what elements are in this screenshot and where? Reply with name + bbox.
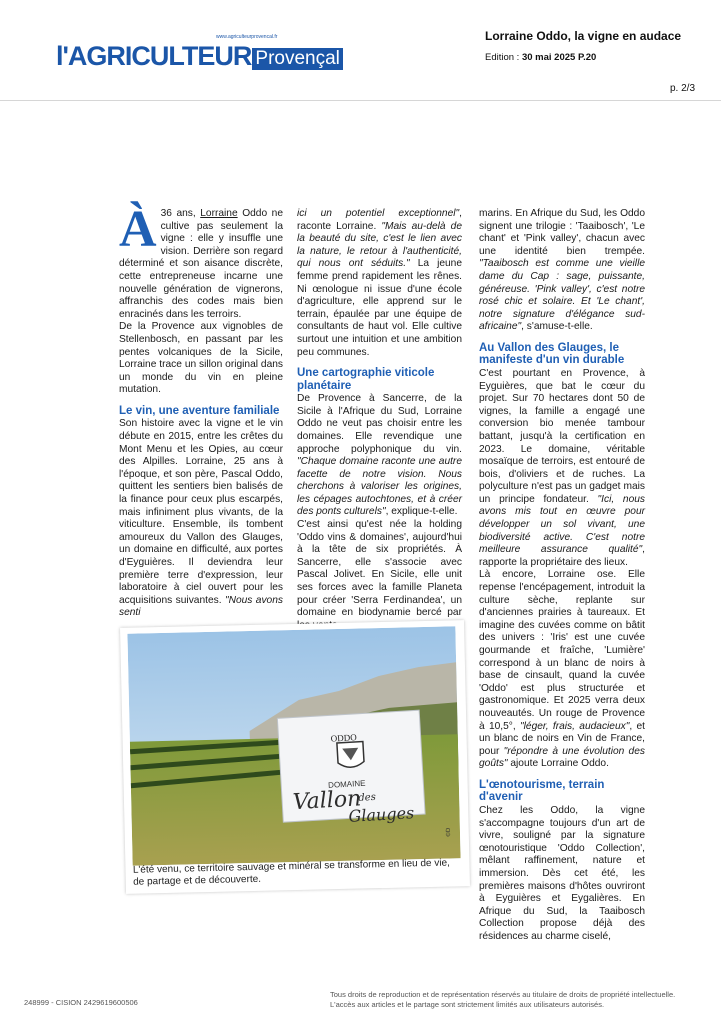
publication-logo bbox=[56, 36, 343, 70]
photo-credit: ©D bbox=[445, 827, 453, 837]
paragraph-text: , et un blanc de noirs en Vin de France, pour bbox=[479, 720, 645, 757]
edition-value: 30 mai 2025 P.20 bbox=[521, 52, 597, 63]
section-heading: Une cartographie viticole planétaire bbox=[297, 367, 435, 392]
edition-label: Edition : bbox=[485, 52, 522, 63]
edition-line bbox=[485, 52, 596, 63]
vineyard-photo bbox=[127, 626, 460, 865]
intro-name: Lorraine bbox=[200, 208, 238, 219]
quote: "Mais au-delà de la beauté du site, c'est le lien avec la nature, le retour à l'authenticité, qui nous ont séduits." bbox=[297, 220, 462, 270]
paragraph: De la Provence aux vignobles de Stellenbosch, en passant par les pentes volcaniques de la Sicile, Lorraine trace un sillon original dans un monde du vin en pleine mutation. bbox=[119, 321, 283, 396]
paragraph-text: , s'amuse-t-elle. bbox=[521, 321, 593, 333]
quote: "Nous avons senti bbox=[119, 594, 283, 619]
article-column-2 bbox=[297, 208, 462, 632]
article-column-1 bbox=[119, 201, 283, 620]
paragraph-text: Là encore, Lorraine ose. Elle repense l'encépagement, introduit la culture sèche, replante sur d'anciennes prairies à taureaux. Et imagine des cuvées comme on bâtit des univers : 'Iris' est une cuvée gourmande et fraîche, 'Lumière' correspond à un blanc de noirs à base de cinsault, quand la cuvée 'Oddo' est plus structurée et gastronomique. Et 2025 verra deux nouveautés. Un rouge de Provence à 10,5°, bbox=[479, 569, 645, 732]
intro-paragraph bbox=[119, 201, 283, 321]
article-column-3 bbox=[479, 208, 645, 943]
quote: "Taaibosch est comme une vieille dame du Cap : sage, puissante, généreuse. 'Pink valley', c'est notre rosé chic et solaire. Et 'Le chant', notre signature d'élégance sud-africaine" bbox=[479, 258, 645, 333]
paragraph bbox=[479, 569, 645, 771]
paragraph-text: La jeune femme prend rapidement les rênes. Ni œnologue ni issue d'une école d'agriculture, elle apprend sur le terrain, épaulée par une équipe de consultants de haut vol. Elle cultive surtout une intuition et une ambition peu communes. bbox=[297, 258, 462, 358]
sign-brand: ODDO bbox=[330, 732, 357, 744]
paragraph-text: , rapporte la propriétaire des lieux. bbox=[479, 544, 645, 568]
document-id: 248999 - CISION 2429619600506 bbox=[24, 998, 138, 1007]
page-number: p. 2/3 bbox=[670, 83, 696, 94]
rights-notice bbox=[330, 990, 710, 1010]
rights-line-1: Tous droits de reproduction et de représentation réservés au titulaire de droits de propriété intellectuelle. bbox=[330, 990, 676, 999]
sign-name-b: des bbox=[358, 791, 377, 804]
paragraph bbox=[479, 208, 645, 334]
paragraph bbox=[119, 418, 283, 620]
paragraph-text: Son histoire avec la vigne et le vin débute en 2015, entre les crêtes du Mont Menu et les Opies, au cœur des Alpilles. Lorraine, 25 ans à l'époque, et son père, Pascal Oddo, quittent les sentiers bien balisés de la finance pour ceux plus escarpés, mais infiniment plus vivants, de la viticulture. Ensemble, ils tombent amoureux du Vallon des Glauges, un domaine en difficulté, aux portes d'Eyguières. Il deviendra leur première terre d'expression, leur laboratoire à ciel ouvert pour les acquisitions suivantes. bbox=[119, 418, 283, 606]
intro-text-a: 36 ans, bbox=[160, 208, 201, 219]
logo-box-text: Provençal bbox=[252, 48, 343, 70]
paragraph bbox=[479, 368, 645, 570]
quote: "Ici, nous avons mis tout en œuvre pour développer un sol vivant, une biodiversité active. C'est notre meilleure assurance qualité" bbox=[479, 493, 645, 556]
drop-cap: À bbox=[119, 201, 157, 258]
paragraph-text: ajoute Lorraine Oddo. bbox=[507, 758, 609, 770]
paragraph bbox=[297, 208, 462, 359]
vineyard-photo-art bbox=[127, 626, 460, 865]
quote: ici un potentiel exceptionnel" bbox=[297, 208, 460, 219]
logo-url: www.agriculteurprovencal.fr bbox=[216, 34, 278, 40]
quote: "répondre à une évolution des goûts" bbox=[479, 745, 645, 770]
intro-text-b: Oddo ne cultive pas seulement la vigne : elle y insuffle une vision. Derrière son regard déterminé et son aisance discrète, cette entrepreneuse incarne une nouvelle génération de vignerons, affranchis des codes mais bien enracinés dans les terroirs. bbox=[119, 208, 283, 320]
paragraph: Chez les Oddo, la vigne s'accompagne toujours d'un art de vivre, souligné par la signature œnotouristique 'Oddo Collection', mêlant raffinement, nature et immersion. Dès cet été, les premières maisons d'hôtes ouvriront à Eyguières et Eygalières. En Afrique du Sud, la Taaibosch Collection propose déjà des résidences au charme ciselé, bbox=[479, 804, 645, 942]
rights-line-2: L'accès aux articles et le partage sont strictement limités aux utilisateurs autorisés. bbox=[330, 1000, 605, 1009]
logo-main-text: l'AGRICULTEUR bbox=[56, 41, 252, 71]
paragraph bbox=[297, 393, 462, 519]
paragraph: C'est ainsi qu'est née la holding 'Oddo vins & domaines', aujourd'hui à la tête de six propriétés. À Sancerre, elle s'associe avec Pascal Jolivet. En Sicile, elle unit ses forces avec la famille Planeta pour créer 'Serra Ferdinandea', un domaine en biodynamie bercé par bbox=[297, 519, 462, 619]
paragraph-text: marins. En Afrique du Sud, les Oddo signent une trilogie : 'Taaibosch', 'Le chant' et 'Pink valley', chacun avec une identité bien trempée. bbox=[479, 208, 645, 257]
quote: "léger, frais, audacieux" bbox=[520, 720, 630, 732]
sign-domaine: DOMAINE bbox=[327, 778, 366, 790]
paragraph-text: , raconte Lorraine. bbox=[297, 208, 462, 232]
quote: "Chaque domaine raconte une autre facette de notre vision. Nous cherchons à valoriser les origines, les cépages autochtones, et à créer des ponts culturels" bbox=[297, 456, 462, 518]
paragraph-text: De Provence à Sancerre, de la Sicile à l'Afrique du Sud, Lorraine Oddo ne veut pas choisir entre les domaines. Elle revendique une approche polyphonique du vin. bbox=[297, 393, 462, 455]
section-heading: L'œnotourisme, terrain d'avenir bbox=[479, 778, 605, 804]
sign-name-a: Vallon bbox=[292, 786, 362, 816]
paragraph-text: , explique-t-elle. bbox=[385, 506, 458, 518]
sign-name-c: Glauges bbox=[348, 803, 415, 826]
article-title: Lorraine Oddo, la vigne en audace bbox=[485, 29, 682, 43]
section-heading: Le vin, une aventure familiale bbox=[119, 404, 280, 417]
photo-caption: L'été venu, ce territoire sauvage et minéral se transforme en lieu de vie, de partage et de découverte. bbox=[132, 857, 451, 888]
paragraph-text: C'est pourtant en Provence, à Eyguières, que bat le cœur du projet. Sur 70 hectares dont 50 de vignes, la famille a engagé une conversion bio menée tambour battant, jusqu'à la certification en 2023. Le domaine, véritable mosaïque de terroirs, est entouré de bois, d'oliviers et de ruches. La polyculture n'est pas un gadget mais un principe fondateur. bbox=[479, 367, 645, 505]
header-divider bbox=[0, 100, 721, 101]
section-heading: Au Vallon des Glauges, le manifeste d'un vin durable bbox=[479, 341, 625, 367]
